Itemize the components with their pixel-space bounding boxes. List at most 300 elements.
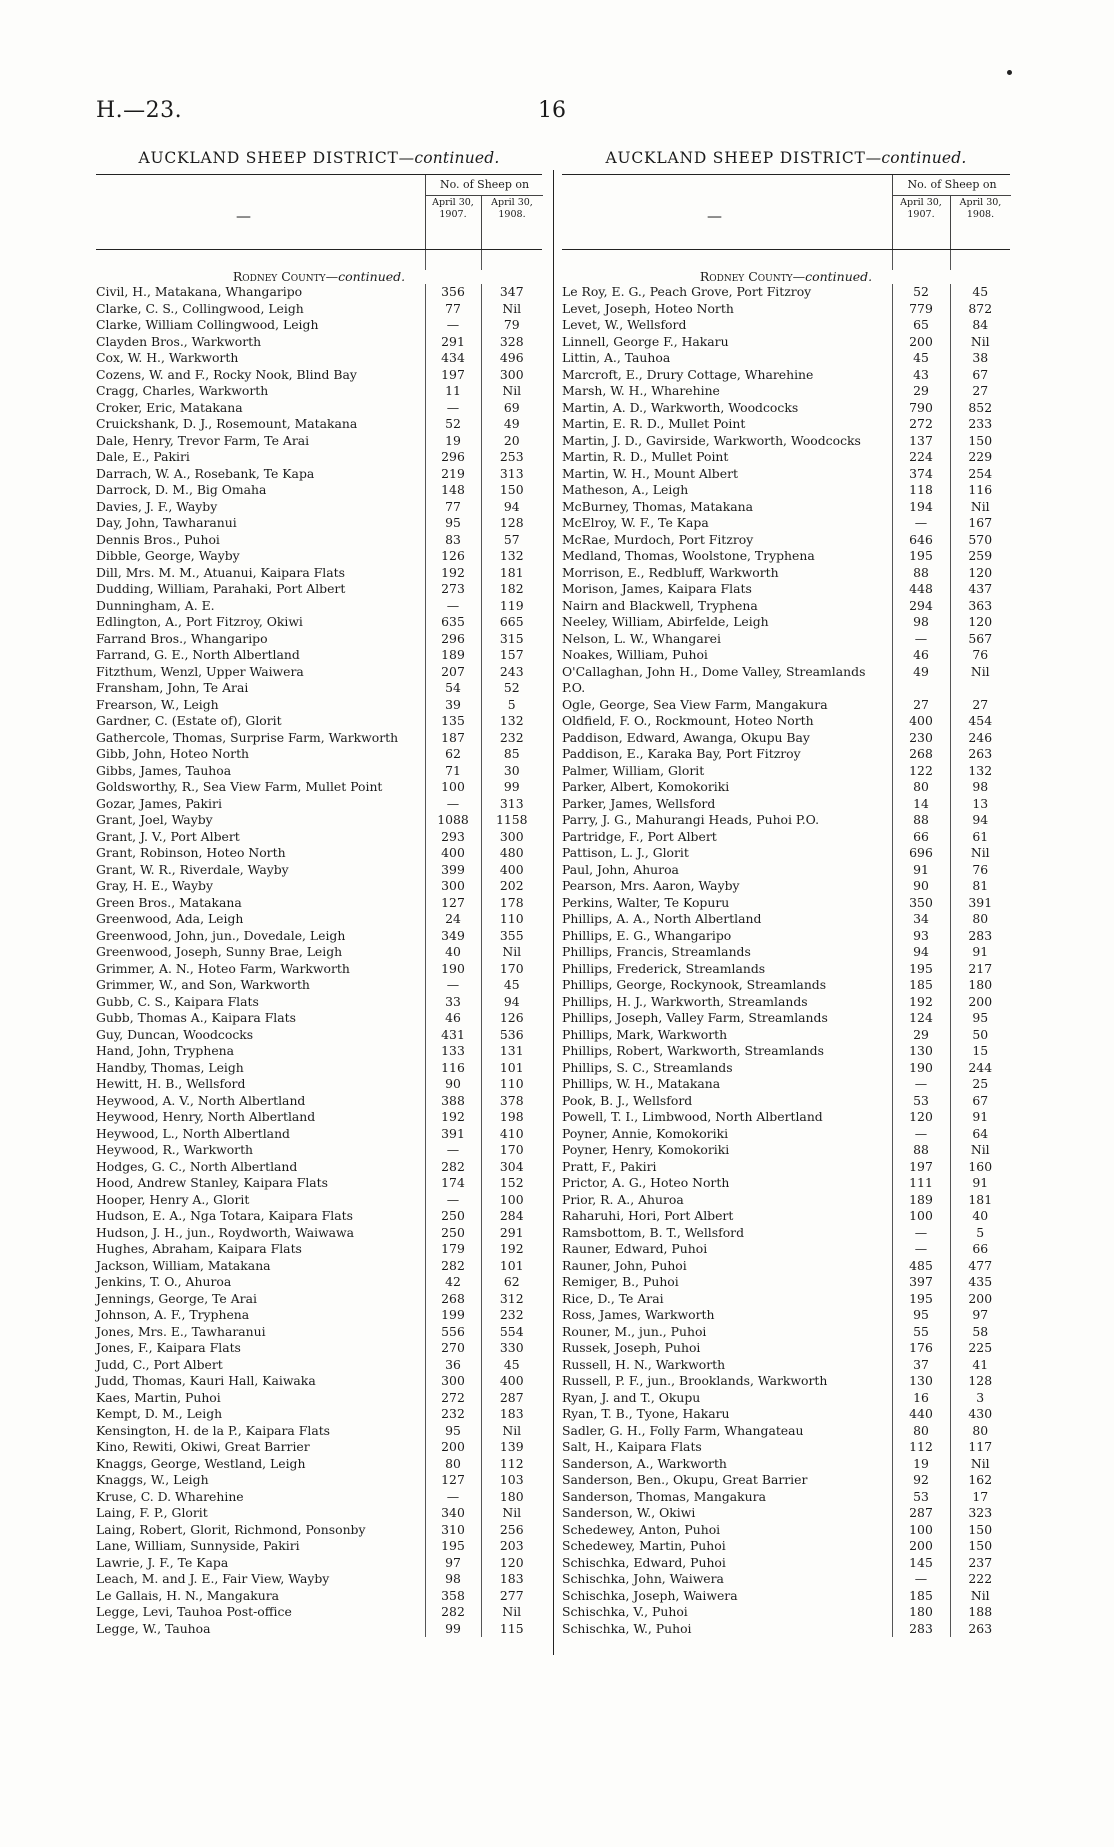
sheep-1907: 192 (892, 994, 950, 1011)
sheep-1908: 167 (950, 515, 1010, 532)
owner-name: Jenkins, T. O., Ahuroa (96, 1274, 232, 1289)
table-row (96, 1142, 542, 1159)
table-row (562, 1621, 1010, 1638)
owner-name: Paul, John, Ahuroa (562, 861, 679, 877)
right-column-title: AUCKLAND SHEEP DISTRICT—continued. (605, 149, 967, 167)
table-row (562, 911, 1010, 928)
sheep-1907: 97 (425, 1555, 481, 1572)
sheep-1907: 19 (892, 1456, 950, 1473)
sheep-1907: 27 (892, 697, 950, 714)
table-row (96, 1109, 542, 1126)
sheep-1907: 24 (425, 911, 481, 928)
table-row (562, 1142, 1010, 1159)
owner-name: Partridge, F., Port Albert (562, 828, 717, 844)
table-row (562, 845, 1010, 862)
table-row (562, 1175, 1010, 1192)
sheep-1908: Nil (950, 1588, 1010, 1605)
owner-name: Littin, A., Tauhoa (562, 350, 671, 365)
owner-name: Remiger, B., Puhoi (562, 1274, 679, 1289)
sheep-1908: 162 (950, 1472, 1010, 1489)
sheep-1907: 350 (892, 895, 950, 912)
sheep-1907: 176 (892, 1340, 950, 1357)
table-row (96, 317, 542, 334)
owner-name: Paddison, Edward, Awanga, Okupu Bay (562, 729, 810, 745)
table-row (96, 548, 542, 565)
owner-name: Ross, James, Warkworth (562, 1307, 715, 1322)
table-row (96, 350, 542, 367)
owner-name: Parker, James, Wellsford (562, 795, 716, 811)
sheep-1908: 110 (481, 911, 542, 928)
owner-name: Judd, C., Port Albert (96, 1356, 223, 1372)
sheep-1907: 52 (425, 416, 481, 433)
sheep-1908: 237 (950, 1555, 1010, 1572)
owner-name: Phillips, Frederick, Streamlands (562, 960, 766, 976)
owner-name: Laing, F. P., Glorit (96, 1505, 208, 1520)
sheep-1908: 17 (950, 1489, 1010, 1506)
sheep-1907: 120 (892, 1109, 950, 1126)
table-row (562, 746, 1010, 763)
owner-name: Hudson, E. A., Nga Totara, Kaipara Flats (96, 1208, 353, 1223)
sheep-1907: 49 (892, 664, 950, 697)
sheep-1908: 120 (950, 614, 1010, 631)
owner-name: Fitzthum, Wenzl, Upper Waiwera (96, 663, 304, 679)
table-row (96, 1621, 542, 1638)
table-row (96, 1489, 542, 1506)
owner-name: Hooper, Henry A., Glorit (96, 1191, 250, 1207)
owner-name: Lane, William, Sunnyside, Pakiri (96, 1538, 300, 1553)
sheep-1907: 111 (892, 1175, 950, 1192)
sheep-1907: 127 (425, 895, 481, 912)
sheep-1907: 71 (425, 763, 481, 780)
sheep-1908: 101 (481, 1258, 542, 1275)
sheep-1908: 5 (950, 1225, 1010, 1242)
col-1908-header: April 30, 1908. (959, 197, 1002, 220)
table-row (562, 1390, 1010, 1407)
sheep-1907: 40 (425, 944, 481, 961)
sheep-1907: 399 (425, 862, 481, 879)
sheep-1907: 200 (892, 334, 950, 351)
sheep-1907: 16 (892, 1390, 950, 1407)
table-row (96, 1060, 542, 1077)
table-row (96, 1588, 542, 1605)
owner-name: Ogle, George, Sea View Farm, Mangakura (562, 696, 828, 712)
owner-name: Levet, Joseph, Hoteo North (562, 300, 734, 316)
sheep-1908: 91 (950, 1175, 1010, 1192)
table-row (96, 1357, 542, 1374)
table-row (562, 466, 1010, 483)
sheep-1908: 225 (950, 1340, 1010, 1357)
owner-name: Martin, W. H., Mount Albert (562, 465, 738, 481)
sheep-1908: 430 (950, 1406, 1010, 1423)
owner-name: Ramsbottom, B. T., Wellsford (562, 1224, 745, 1240)
col-1907-header: April 30, 1907. (432, 197, 474, 220)
sheep-1908: 67 (950, 367, 1010, 384)
sheep-1908: 128 (950, 1373, 1010, 1390)
table-row (562, 928, 1010, 945)
table-row (562, 284, 1010, 301)
owner-name: Powell, T. I., Limbwood, North Albertland (562, 1109, 823, 1124)
table-row (96, 845, 542, 862)
sheep-1907: 66 (892, 829, 950, 846)
table-row (96, 961, 542, 978)
table-row (562, 1126, 1010, 1143)
table-row (562, 1093, 1010, 1110)
sheep-1908: 66 (950, 1241, 1010, 1258)
table-row (562, 944, 1010, 961)
owner-name: Russell, H. N., Warkworth (562, 1356, 726, 1372)
owner-name: Raharuhi, Hori, Port Albert (562, 1208, 734, 1223)
owner-name: Marcroft, E., Drury Cottage, Wharehine (562, 366, 814, 382)
sheep-1908: 67 (950, 1093, 1010, 1110)
sheep-1907: 34 (892, 911, 950, 928)
owner-name: Civil, H., Matakana, Whangaripo (96, 284, 303, 299)
sheep-1908: 50 (950, 1027, 1010, 1044)
owner-name: Rauner, Edward, Puhoi (562, 1241, 708, 1256)
sheep-1908: Nil (481, 944, 542, 961)
owner-name: Hand, John, Tryphena (96, 1043, 235, 1058)
owner-name: Martin, J. D., Gavirside, Warkworth, Woodcocks (562, 432, 861, 448)
sheep-1908: 178 (481, 895, 542, 912)
table-row (562, 317, 1010, 334)
owner-name: Cox, W. H., Warkworth (96, 350, 239, 365)
sheep-1907: 95 (425, 515, 481, 532)
sheep-1908: 41 (950, 1357, 1010, 1374)
sheep-1907: 219 (425, 466, 481, 483)
owner-name: Palmer, William, Glorit (562, 762, 705, 778)
owner-name: Heywood, L., North Albertland (96, 1125, 290, 1141)
sheep-1908: 198 (481, 1109, 542, 1126)
sheep-1908: 232 (481, 730, 542, 747)
owner-name: Phillips, George, Rockynook, Streamlands (562, 977, 827, 992)
sheep-1907: 90 (892, 878, 950, 895)
sheep-1908: 115 (481, 1621, 542, 1638)
table-row (96, 829, 542, 846)
sheep-1908: 200 (950, 1291, 1010, 1308)
sheep-1907: 11 (425, 383, 481, 400)
owner-name: Cruickshank, D. J., Rosemount, Matakana (96, 416, 358, 431)
sheep-1908: 217 (950, 961, 1010, 978)
sheep-1907: — (425, 317, 481, 334)
sheep-1907: — (892, 1241, 950, 1258)
table-row (96, 928, 542, 945)
table-row (96, 383, 542, 400)
table-row (562, 1159, 1010, 1176)
table-row (562, 994, 1010, 1011)
table-row (562, 1060, 1010, 1077)
owner-name: Dill, Mrs. M. M., Atuanui, Kaipara Flats (96, 564, 345, 580)
sheep-1908: Nil (481, 383, 542, 400)
sheep-1908: 100 (481, 1192, 542, 1209)
table-row (96, 1538, 542, 1555)
sheep-1908: 246 (950, 730, 1010, 747)
table-row (562, 1423, 1010, 1440)
table-row (96, 911, 542, 928)
table-row (562, 1489, 1010, 1506)
owner-name: Davies, J. F., Wayby (96, 498, 218, 514)
sheep-1908: 480 (481, 845, 542, 862)
sheep-1908: 347 (481, 284, 542, 301)
table-row (96, 482, 542, 499)
sheep-1907: 37 (892, 1357, 950, 1374)
sheep-1907: 180 (892, 1604, 950, 1621)
owner-name: Grimmer, W., and Son, Warkworth (96, 977, 310, 992)
table-row (96, 416, 542, 433)
table-row (96, 713, 542, 730)
sheep-1908: 76 (950, 862, 1010, 879)
sheep-1907: — (892, 1225, 950, 1242)
sheep-1907: 232 (425, 1406, 481, 1423)
sheep-count-group-label: No. of Sheep on (425, 175, 543, 196)
table-row (562, 779, 1010, 796)
sheep-1907: 95 (425, 1423, 481, 1440)
owner-name: Schischka, Edward, Puhoi (562, 1554, 726, 1570)
sheep-1908: Nil (950, 334, 1010, 351)
sheep-1907: 174 (425, 1175, 481, 1192)
table-row (96, 746, 542, 763)
sheep-1908: 152 (481, 1175, 542, 1192)
sheep-1907: 270 (425, 1340, 481, 1357)
table-row (562, 1604, 1010, 1621)
sheep-1908: 300 (481, 829, 542, 846)
owner-name: Nairn and Blackwell, Tryphena (562, 597, 758, 613)
sheep-1908: 233 (950, 416, 1010, 433)
sheep-1907: 100 (425, 779, 481, 796)
table-row (562, 895, 1010, 912)
table-row (562, 878, 1010, 895)
speck-mark (1007, 70, 1012, 75)
sheep-1908: 27 (950, 697, 1010, 714)
sheep-1907: 122 (892, 763, 950, 780)
sheep-1908: 378 (481, 1093, 542, 1110)
sheep-1907: 179 (425, 1241, 481, 1258)
sheep-1908: 98 (950, 779, 1010, 796)
table-row (562, 1192, 1010, 1209)
owner-name: Levet, W., Wellsford (562, 317, 687, 332)
table-row (562, 482, 1010, 499)
sheep-1907: 790 (892, 400, 950, 417)
owner-name: Heywood, A. V., North Albertland (96, 1092, 306, 1108)
table-row (96, 515, 542, 532)
owner-name: Greenwood, Ada, Leigh (96, 911, 244, 926)
owner-name: Sadler, G. H., Folly Farm, Whangateau (562, 1422, 804, 1438)
sheep-1908: 304 (481, 1159, 542, 1176)
owner-name: Martin, A. D., Warkworth, Woodcocks (562, 399, 799, 415)
sheep-1907: 197 (425, 367, 481, 384)
sheep-1907: 118 (892, 482, 950, 499)
sheep-1907: 448 (892, 581, 950, 598)
sheep-1908: 40 (950, 1208, 1010, 1225)
sheep-1908: 283 (950, 928, 1010, 945)
owner-name: Cragg, Charles, Warkworth (96, 383, 269, 398)
table-row (96, 1423, 542, 1440)
sheep-1908: 570 (950, 532, 1010, 549)
sheep-1907: 29 (892, 383, 950, 400)
sheep-1908: 200 (950, 994, 1010, 1011)
sheep-1907: 53 (892, 1093, 950, 1110)
sheep-1908: 120 (950, 565, 1010, 582)
table-row (562, 1307, 1010, 1324)
sheep-1907: 39 (425, 697, 481, 714)
sheep-1908: 287 (481, 1390, 542, 1407)
sheep-1908: 300 (481, 367, 542, 384)
sheep-1907: — (425, 1192, 481, 1209)
owner-name: Morison, James, Kaipara Flats (562, 581, 752, 596)
sheep-1908: 256 (481, 1522, 542, 1539)
sheep-1907: 282 (425, 1159, 481, 1176)
sheep-1907: 65 (892, 317, 950, 334)
owner-name: Dennis Bros., Puhoi (96, 531, 220, 547)
sheep-1908: 27 (950, 383, 1010, 400)
table-row (96, 466, 542, 483)
table-row (562, 977, 1010, 994)
owner-name: Ryan, T. B., Tyone, Hakaru (562, 1406, 730, 1421)
owner-name: McBurney, Thomas, Matakana (562, 498, 753, 514)
table-row (562, 581, 1010, 598)
right-table-header (562, 174, 1010, 250)
sheep-1907: 282 (425, 1258, 481, 1275)
table-row (96, 1241, 542, 1258)
sheep-1908: 45 (950, 284, 1010, 301)
sheep-1908: 85 (481, 746, 542, 763)
table-row (96, 1175, 542, 1192)
sheep-1908: 120 (481, 1555, 542, 1572)
sheep-1908: 49 (481, 416, 542, 433)
sheep-1908: 38 (950, 350, 1010, 367)
table-row (562, 499, 1010, 516)
sheep-1907: 77 (425, 499, 481, 516)
owner-name: Pattison, L. J., Glorit (562, 845, 689, 860)
sheep-1908: 182 (481, 581, 542, 598)
owner-name: Le Gallais, H. N., Mangakura (96, 1587, 280, 1603)
owner-name: Oldfield, F. O., Rockmount, Hoteo North (562, 713, 814, 728)
owner-name: Gubb, Thomas A., Kaipara Flats (96, 1010, 296, 1025)
sheep-1908: 284 (481, 1208, 542, 1225)
sheep-1908: 103 (481, 1472, 542, 1489)
owner-name: Gardner, C. (Estate of), Glorit (96, 713, 282, 728)
sheep-1908: 496 (481, 350, 542, 367)
sheep-1907: 133 (425, 1043, 481, 1060)
sheep-1907: 283 (892, 1621, 950, 1638)
header-rule (950, 195, 951, 249)
sheep-1908: 183 (481, 1406, 542, 1423)
sheep-1908: 132 (950, 763, 1010, 780)
sheep-1907: 148 (425, 482, 481, 499)
sheep-1907: 145 (892, 1555, 950, 1572)
table-row (96, 1439, 542, 1456)
table-row (96, 433, 542, 450)
left-table-header (96, 174, 542, 250)
sheep-1908: 62 (481, 1274, 542, 1291)
sheep-1908: 52 (481, 680, 542, 697)
sheep-1908: 454 (950, 713, 1010, 730)
sheep-1907: 19 (425, 433, 481, 450)
sheep-1907: 485 (892, 1258, 950, 1275)
owner-name: Paddison, E., Karaka Bay, Port Fitzroy (562, 746, 801, 761)
table-row (562, 1274, 1010, 1291)
owner-name: Greenwood, John, jun., Dovedale, Leigh (96, 927, 346, 943)
table-row (562, 1043, 1010, 1060)
sheep-1907: 124 (892, 1010, 950, 1027)
owner-name: Schischka, V., Puhoi (562, 1604, 688, 1619)
sheep-1907: — (425, 1142, 481, 1159)
table-row (96, 664, 542, 681)
sheep-1908: 84 (950, 317, 1010, 334)
owner-name: Hudson, J. H., jun., Roydworth, Waiwawa (96, 1224, 355, 1240)
sheep-1908: 232 (481, 1307, 542, 1324)
sheep-1907: 294 (892, 598, 950, 615)
table-row (562, 548, 1010, 565)
table-row (96, 647, 542, 664)
owner-name: Rice, D., Te Arai (562, 1290, 664, 1306)
owner-name: Prior, R. A., Ahuroa (562, 1191, 684, 1207)
table-row (96, 895, 542, 912)
owner-name: Johnson, A. F., Tryphena (96, 1307, 250, 1322)
owner-name: Dale, Henry, Trevor Farm, Te Arai (96, 432, 310, 448)
sheep-1908: 132 (481, 548, 542, 565)
table-row (96, 812, 542, 829)
column-divider (553, 170, 554, 1655)
table-row (562, 631, 1010, 648)
sheep-1907: 391 (425, 1126, 481, 1143)
sheep-1908: 95 (950, 1010, 1010, 1027)
sheep-1908: 80 (950, 1423, 1010, 1440)
sheep-1907: 126 (425, 548, 481, 565)
table-row (96, 301, 542, 318)
owner-name: Phillips, A. A., North Albertland (562, 911, 762, 926)
owner-name: Poyner, Henry, Komokoriki (562, 1142, 730, 1157)
table-row (562, 1208, 1010, 1225)
sheep-1908: 150 (950, 1538, 1010, 1555)
col-1908-header: April 30, 1908. (491, 197, 533, 220)
table-row (96, 944, 542, 961)
sheep-1907: — (892, 1126, 950, 1143)
table-row (96, 1307, 542, 1324)
owner-name: Lawrie, J. F., Te Kapa (96, 1554, 229, 1570)
sheep-1908: 410 (481, 1126, 542, 1143)
sheep-1907: 95 (892, 1307, 950, 1324)
table-row (562, 1109, 1010, 1126)
owner-name: Clayden Bros., Warkworth (96, 333, 262, 349)
owner-name: Gubb, C. S., Kaipara Flats (96, 993, 259, 1009)
sheep-1908: 30 (481, 763, 542, 780)
sheep-1908: 254 (950, 466, 1010, 483)
owner-name: Hughes, Abraham, Kaipara Flats (96, 1241, 302, 1256)
table-row (562, 1472, 1010, 1489)
sheep-1907: 93 (892, 928, 950, 945)
sheep-1908: 222 (950, 1571, 1010, 1588)
sheep-1907: 434 (425, 350, 481, 367)
owner-name: Croker, Eric, Matakana (96, 399, 243, 415)
table-row (96, 730, 542, 747)
sheep-1908: 80 (950, 911, 1010, 928)
owner-name: Phillips, W. H., Matakana (562, 1076, 721, 1091)
sheep-1908: 116 (950, 482, 1010, 499)
sheep-1907: 250 (425, 1225, 481, 1242)
table-row (562, 400, 1010, 417)
owner-name: Cozens, W. and F., Rocky Nook, Blind Bay (96, 366, 357, 382)
sheep-1908: Nil (950, 664, 1010, 697)
owner-name: Sanderson, A., Warkworth (562, 1455, 727, 1471)
owner-name: Russell, P. F., jun., Brooklands, Warkworth (562, 1373, 828, 1388)
table-row (96, 1076, 542, 1093)
owner-name: Handby, Thomas, Leigh (96, 1059, 244, 1075)
sheep-1907: — (425, 598, 481, 615)
sheep-1907: 192 (425, 565, 481, 582)
sheep-1907: 300 (425, 878, 481, 895)
table-row (562, 515, 1010, 532)
sheep-1908: 180 (950, 977, 1010, 994)
sheep-1908: 192 (481, 1241, 542, 1258)
